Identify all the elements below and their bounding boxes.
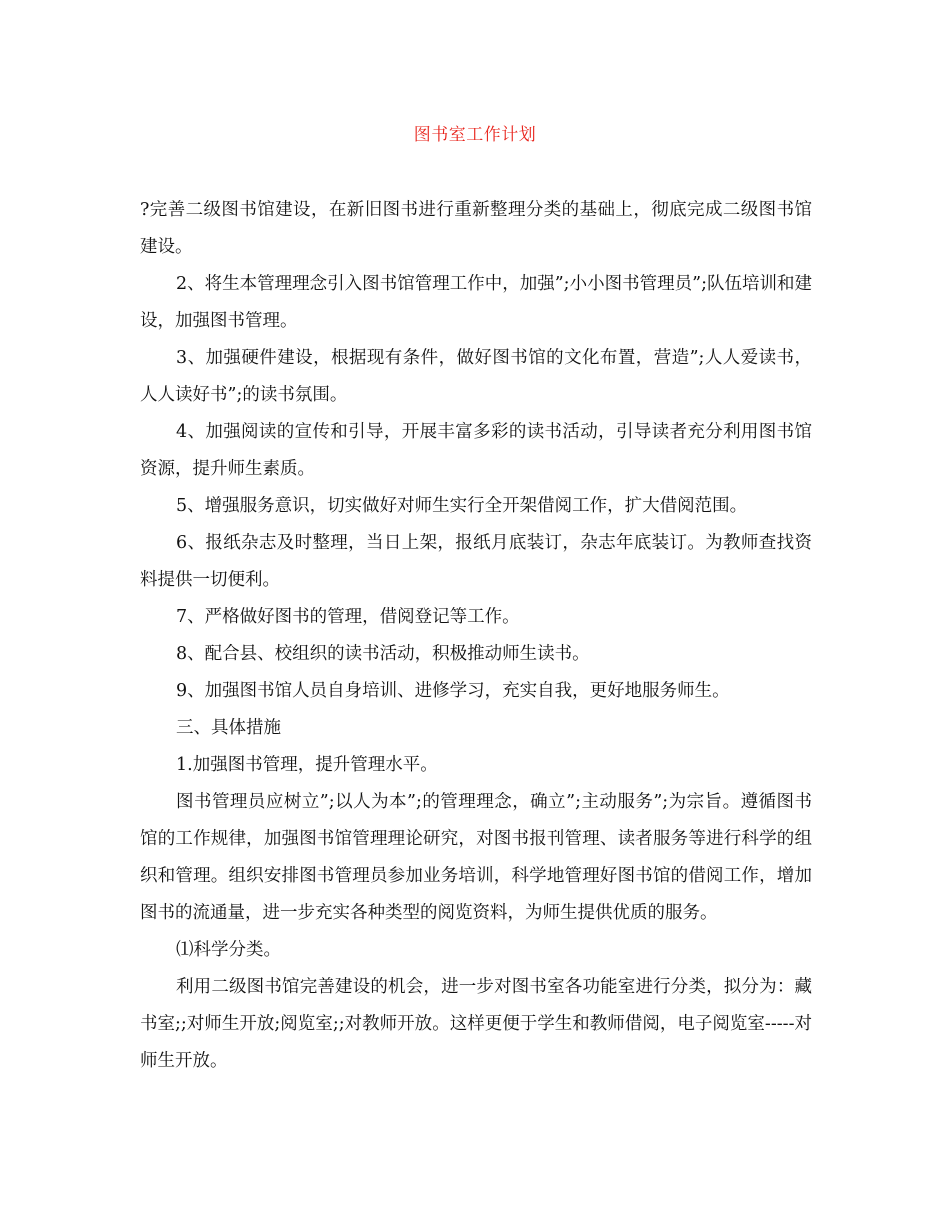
paragraph-item-2: 2、将生本管理理念引入图书馆管理工作中，加强”;小小图书管理员”;队伍培训和建设，加强图书管理。 (140, 274, 812, 331)
paragraph-intro: ?完善二级图书馆建设，在新旧图书进行重新整理分类的基础上，彻底完成二级图书馆建设。 (140, 200, 812, 257)
paragraph-item-4: 4、加强阅读的宣传和引导，开展丰富多彩的读书活动，引导读者充分利用图书馆资源，提升师生素质。 (140, 422, 812, 479)
subheading-management: 1.加强图书管理，提升管理水平。 (176, 755, 438, 775)
paragraph-item-5: 5、增强服务意识，切实做好对师生实行全开架借阅工作，扩大借阅范围。 (176, 496, 748, 516)
paragraph-item-9: 9、加强图书馆人员自身培训、进修学习，充实自我，更好地服务师生。 (176, 681, 730, 701)
section-heading-measures: 三、具体措施 (176, 718, 281, 738)
document-body (140, 192, 812, 1080)
paragraph-item-3: 3、加强硬件建设，根据现有条件，做好图书馆的文化布置，营造”;人人爱读书，人人读好书”;的读书氛围。 (140, 348, 812, 405)
document-title: 图书室工作计划 (413, 125, 537, 145)
subheading-classification: ⑴科学分类。 (176, 940, 281, 960)
paragraph-item-8: 8、配合县、校组织的读书活动，积极推动师生读书。 (176, 644, 590, 664)
paragraph-item-6: 6、报纸杂志及时整理，当日上架，报纸月底装订，杂志年底装订。为教师查找资料提供一切便利。 (140, 533, 812, 590)
paragraph-classification-detail: 利用二级图书馆完善建设的机会，进一步对图书室各功能室进行分类，拟分为：藏书室;;对师生开放;阅览室;;对教师开放。这样更便于学生和教师借阅，电子阅览室-----对师生开放。 (140, 977, 812, 1071)
paragraph-management-detail: 图书管理员应树立”;以人为本”;的管理理念，确立”;主动服务”;为宗旨。遵循图书馆的工作规律，加强图书馆管理理论研究，对图书报刊管理、读者服务等进行科学的组织和管理。组织安排图书管理员参加业务培训，科学地管理好图书馆的借阅工作，增加图书的流通量，进一步充实各种类型的阅览资料，为师生提供优质的服务。 (140, 792, 812, 923)
paragraph-item-7: 7、严格做好图书的管理，借阅登记等工作。 (176, 607, 520, 627)
